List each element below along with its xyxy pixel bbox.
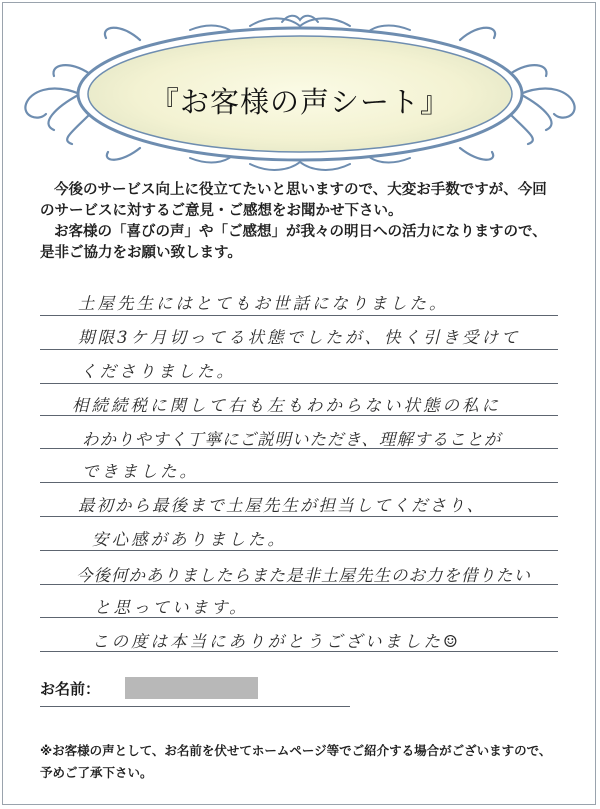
note-line: 予めご了承下さい。 xyxy=(40,765,153,780)
intro-line: お客様の「喜びの声」や「ご感想」が我々の明日への活力になりますので、 xyxy=(54,224,547,240)
intro-line: 是非ご協力をお願い致します。 xyxy=(40,245,242,261)
comment-line: 最初から最後まで土屋先生が担当してくださり、 xyxy=(78,496,485,515)
comment-line: 期限3ケ月切ってる状態でしたが、快く引き受けて xyxy=(78,328,521,347)
intro-line: のサービスに対するご意見・ご感想をお聞かせ下さい。 xyxy=(40,203,403,219)
comment-line: この度は本当にありがとうございました☺ xyxy=(92,632,461,651)
footer-note xyxy=(40,740,580,784)
comment-line: くださりました。 xyxy=(80,362,236,381)
name-label: お名前： xyxy=(40,680,101,698)
note-line: ※お客様の声として、お名前を伏せてホームページ等でご紹介する場合がございますので、 xyxy=(40,743,552,758)
intro-line: 今後のサービス向上に役立てたいと思いますので、大変お手数ですが、今回 xyxy=(54,182,547,198)
comment-line: 相続続税に関して右も左もわからない状態の私に xyxy=(72,396,501,415)
comment-line: と思っています。 xyxy=(94,598,249,617)
comment-line: 今後何かありましたらまた是非土屋先生のお力を借りたい xyxy=(76,566,531,585)
sheet-title: 『お客様の声シート』 xyxy=(149,85,450,119)
intro-text xyxy=(40,180,570,264)
redacted-name-box xyxy=(125,677,258,699)
name-underline xyxy=(40,706,350,707)
comment-line: できました。 xyxy=(82,462,199,481)
comment-line: 土屋先生にはとてもお世話になりました。 xyxy=(78,294,449,313)
comment-line: わかりやすく丁寧にご説明いただき、理解することが xyxy=(82,430,502,449)
comment-line: 安心感がありました。 xyxy=(92,530,287,549)
